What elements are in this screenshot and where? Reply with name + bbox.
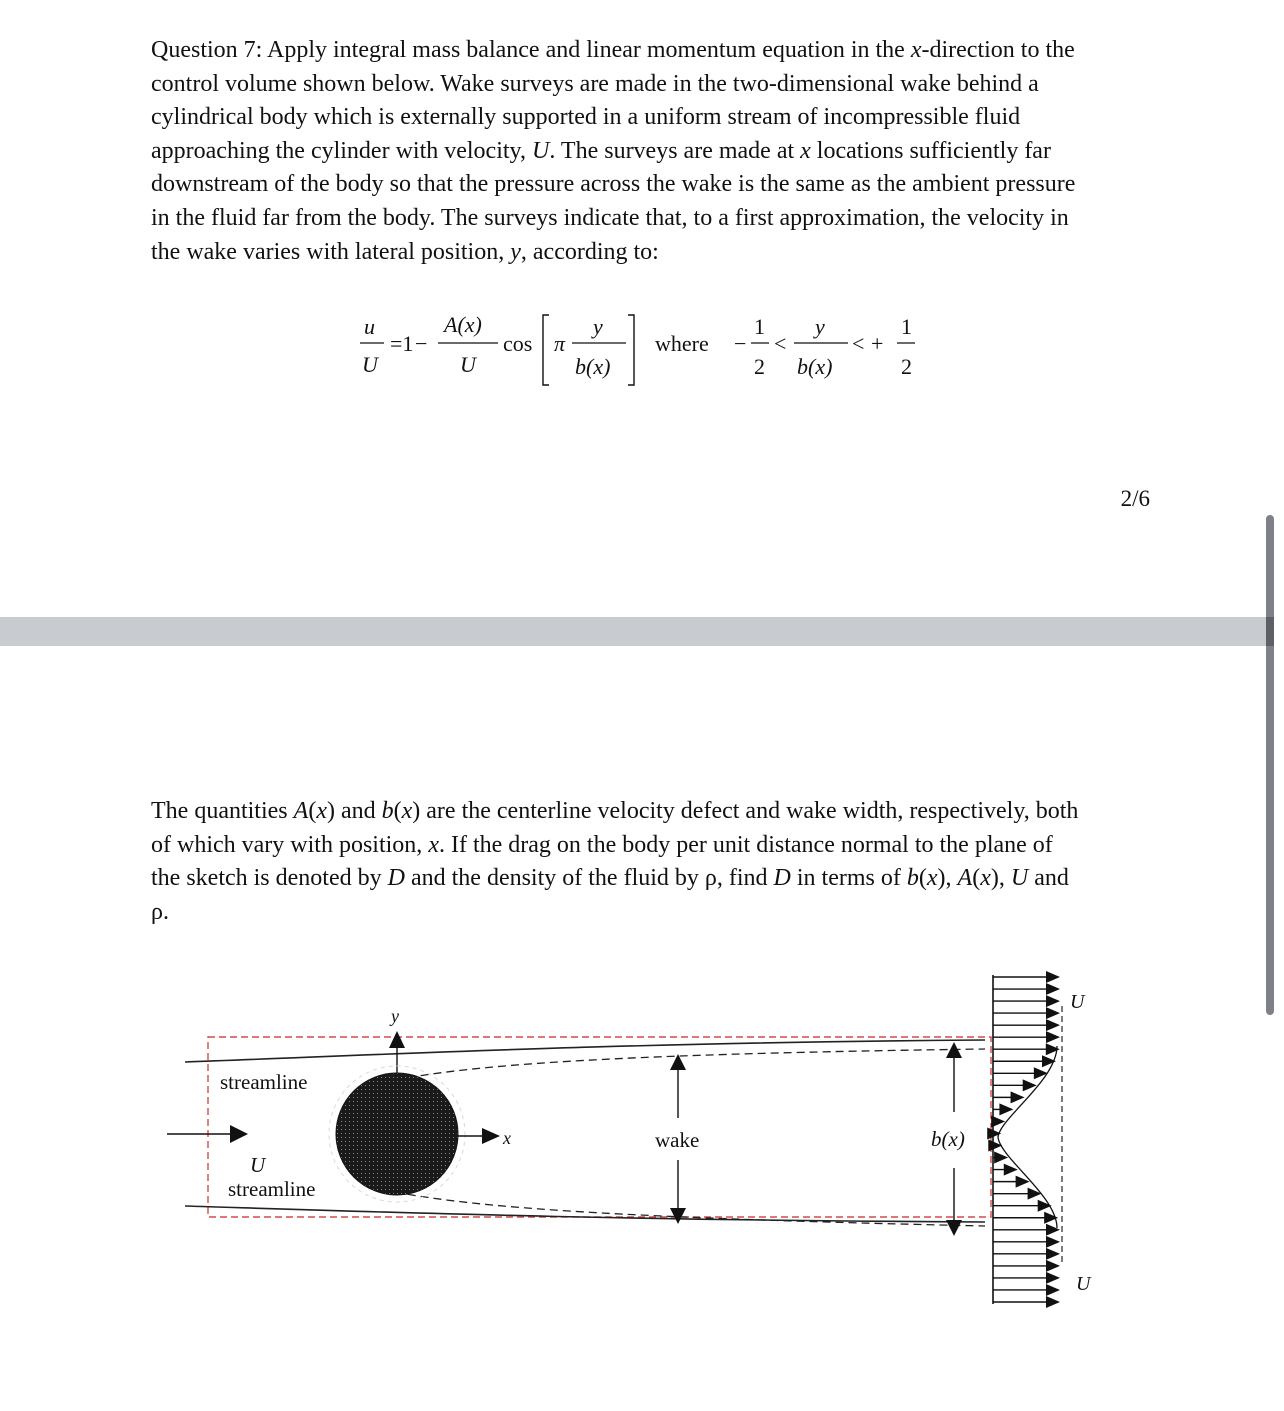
x-axis-arrow: [482, 1128, 500, 1144]
label-x: x: [503, 1128, 511, 1148]
question-text: [151, 34, 1151, 269]
eq-equals-one: =1: [390, 331, 414, 356]
question-line: downstream of the body so that the pressure across the wake is the same as the ambient pressure: [151, 171, 1076, 198]
profile-arrowhead: [1046, 1296, 1060, 1308]
label-U-inflow: U: [250, 1153, 266, 1177]
label-U-top: U: [1070, 991, 1085, 1013]
velocity-equation: [340, 300, 940, 400]
eq-bx2: b(x): [797, 354, 833, 379]
profile-arrowhead: [1046, 1019, 1060, 1031]
profile-arrowhead: [1046, 983, 1060, 995]
profile-arrowhead: [1046, 1043, 1060, 1055]
label-bx: b(x): [931, 1127, 965, 1151]
question-line: cylindrical body which is externally supported in a uniform stream of incompressible fluid: [151, 104, 1021, 131]
quantities-line: ρ.: [151, 898, 169, 925]
eq-pi: π: [554, 331, 566, 356]
page-number: 2/6: [1120, 486, 1150, 511]
eq-U2: U: [460, 352, 476, 377]
label-y: y: [391, 1006, 399, 1026]
quantities-line: the sketch is denoted by D and the density of the fluid by ρ, find D in terms of b(x), A(x), U and: [151, 865, 1069, 892]
eq-minus: −: [415, 331, 428, 356]
profile-arrowhead: [1046, 1260, 1060, 1272]
cylinder-body: [336, 1073, 458, 1195]
profile-arrowhead: [1046, 1224, 1060, 1236]
question-line: control volume shown below. Wake surveys are made in the two-dimensional wake behind a: [151, 70, 1039, 97]
scrollbar-thumb[interactable]: [1266, 617, 1274, 646]
profile-arrowhead: [1046, 1272, 1060, 1284]
eq-y2: y: [815, 314, 825, 339]
quantities-text: [151, 795, 1151, 929]
profile-arrowhead: [1046, 1007, 1060, 1019]
eq-Ax: A(x): [444, 312, 482, 337]
quantities-line: of which vary with position, x. If the drag on the body per unit distance normal to the plane of: [151, 831, 1053, 858]
profile-arrowhead: [1011, 1091, 1025, 1103]
eq-half-num2: 1: [901, 314, 912, 339]
profile-arrowhead: [1046, 995, 1060, 1007]
label-streamline-bottom: streamline: [228, 1177, 316, 1201]
eq-bx: b(x): [575, 354, 611, 379]
control-volume: [208, 1037, 991, 1217]
eq-lt1: <: [774, 331, 787, 356]
label-streamline-top: streamline: [220, 1070, 308, 1094]
eq-plus: +: [871, 331, 884, 356]
question-line: approaching the cylinder with velocity, U. The surveys are made at x locations sufficiently far: [151, 137, 1051, 164]
label-wake: wake: [655, 1128, 700, 1152]
profile-arrowhead: [999, 1103, 1013, 1115]
eq-half-num: 1: [754, 314, 765, 339]
wake-diagram: [0, 950, 1284, 1330]
eq-half-den2: 2: [901, 354, 912, 379]
profile-arrowhead: [988, 1140, 1002, 1152]
quantities-line: The quantities A(x) and b(x) are the centerline velocity defect and wake width, respectively, both: [151, 798, 1079, 824]
eq-U: U: [362, 352, 378, 377]
profile-arrowhead: [1034, 1067, 1048, 1079]
profile-arrowhead: [1046, 1248, 1060, 1260]
question-line: the wake varies with lateral position, y, according to:: [151, 238, 659, 265]
inflow-arrowhead: [230, 1125, 248, 1143]
profile-arrowhead: [1046, 1236, 1060, 1248]
page-separator: [0, 617, 1272, 646]
eq-right-bracket: [628, 315, 634, 385]
profile-arrowhead: [1046, 971, 1060, 983]
question-line: in the fluid far from the body. The surveys indicate that, to a first approximation, the velocity in: [151, 204, 1069, 231]
eq-lt2: <: [852, 331, 865, 356]
label-U-bottom: U: [1076, 1273, 1091, 1295]
eq-cos: cos: [503, 331, 533, 356]
lower-streamline: [185, 1206, 985, 1222]
profile-arrowhead: [1046, 1031, 1060, 1043]
question-line: Question 7: Apply integral mass balance and linear momentum equation in the x-direction to the: [151, 37, 1075, 63]
eq-half-den: 2: [754, 354, 765, 379]
upper-wake-boundary: [395, 1049, 985, 1080]
profile-arrowhead: [1028, 1188, 1042, 1200]
eq-neg: −: [734, 331, 747, 356]
y-axis-arrow: [389, 1031, 405, 1048]
eq-where: where: [655, 331, 709, 356]
eq-y: y: [593, 314, 603, 339]
scrollbar[interactable]: [1266, 515, 1274, 1015]
profile-arrowhead: [1046, 1284, 1060, 1296]
eq-left-bracket: [543, 315, 549, 385]
eq-u: u: [364, 314, 375, 339]
